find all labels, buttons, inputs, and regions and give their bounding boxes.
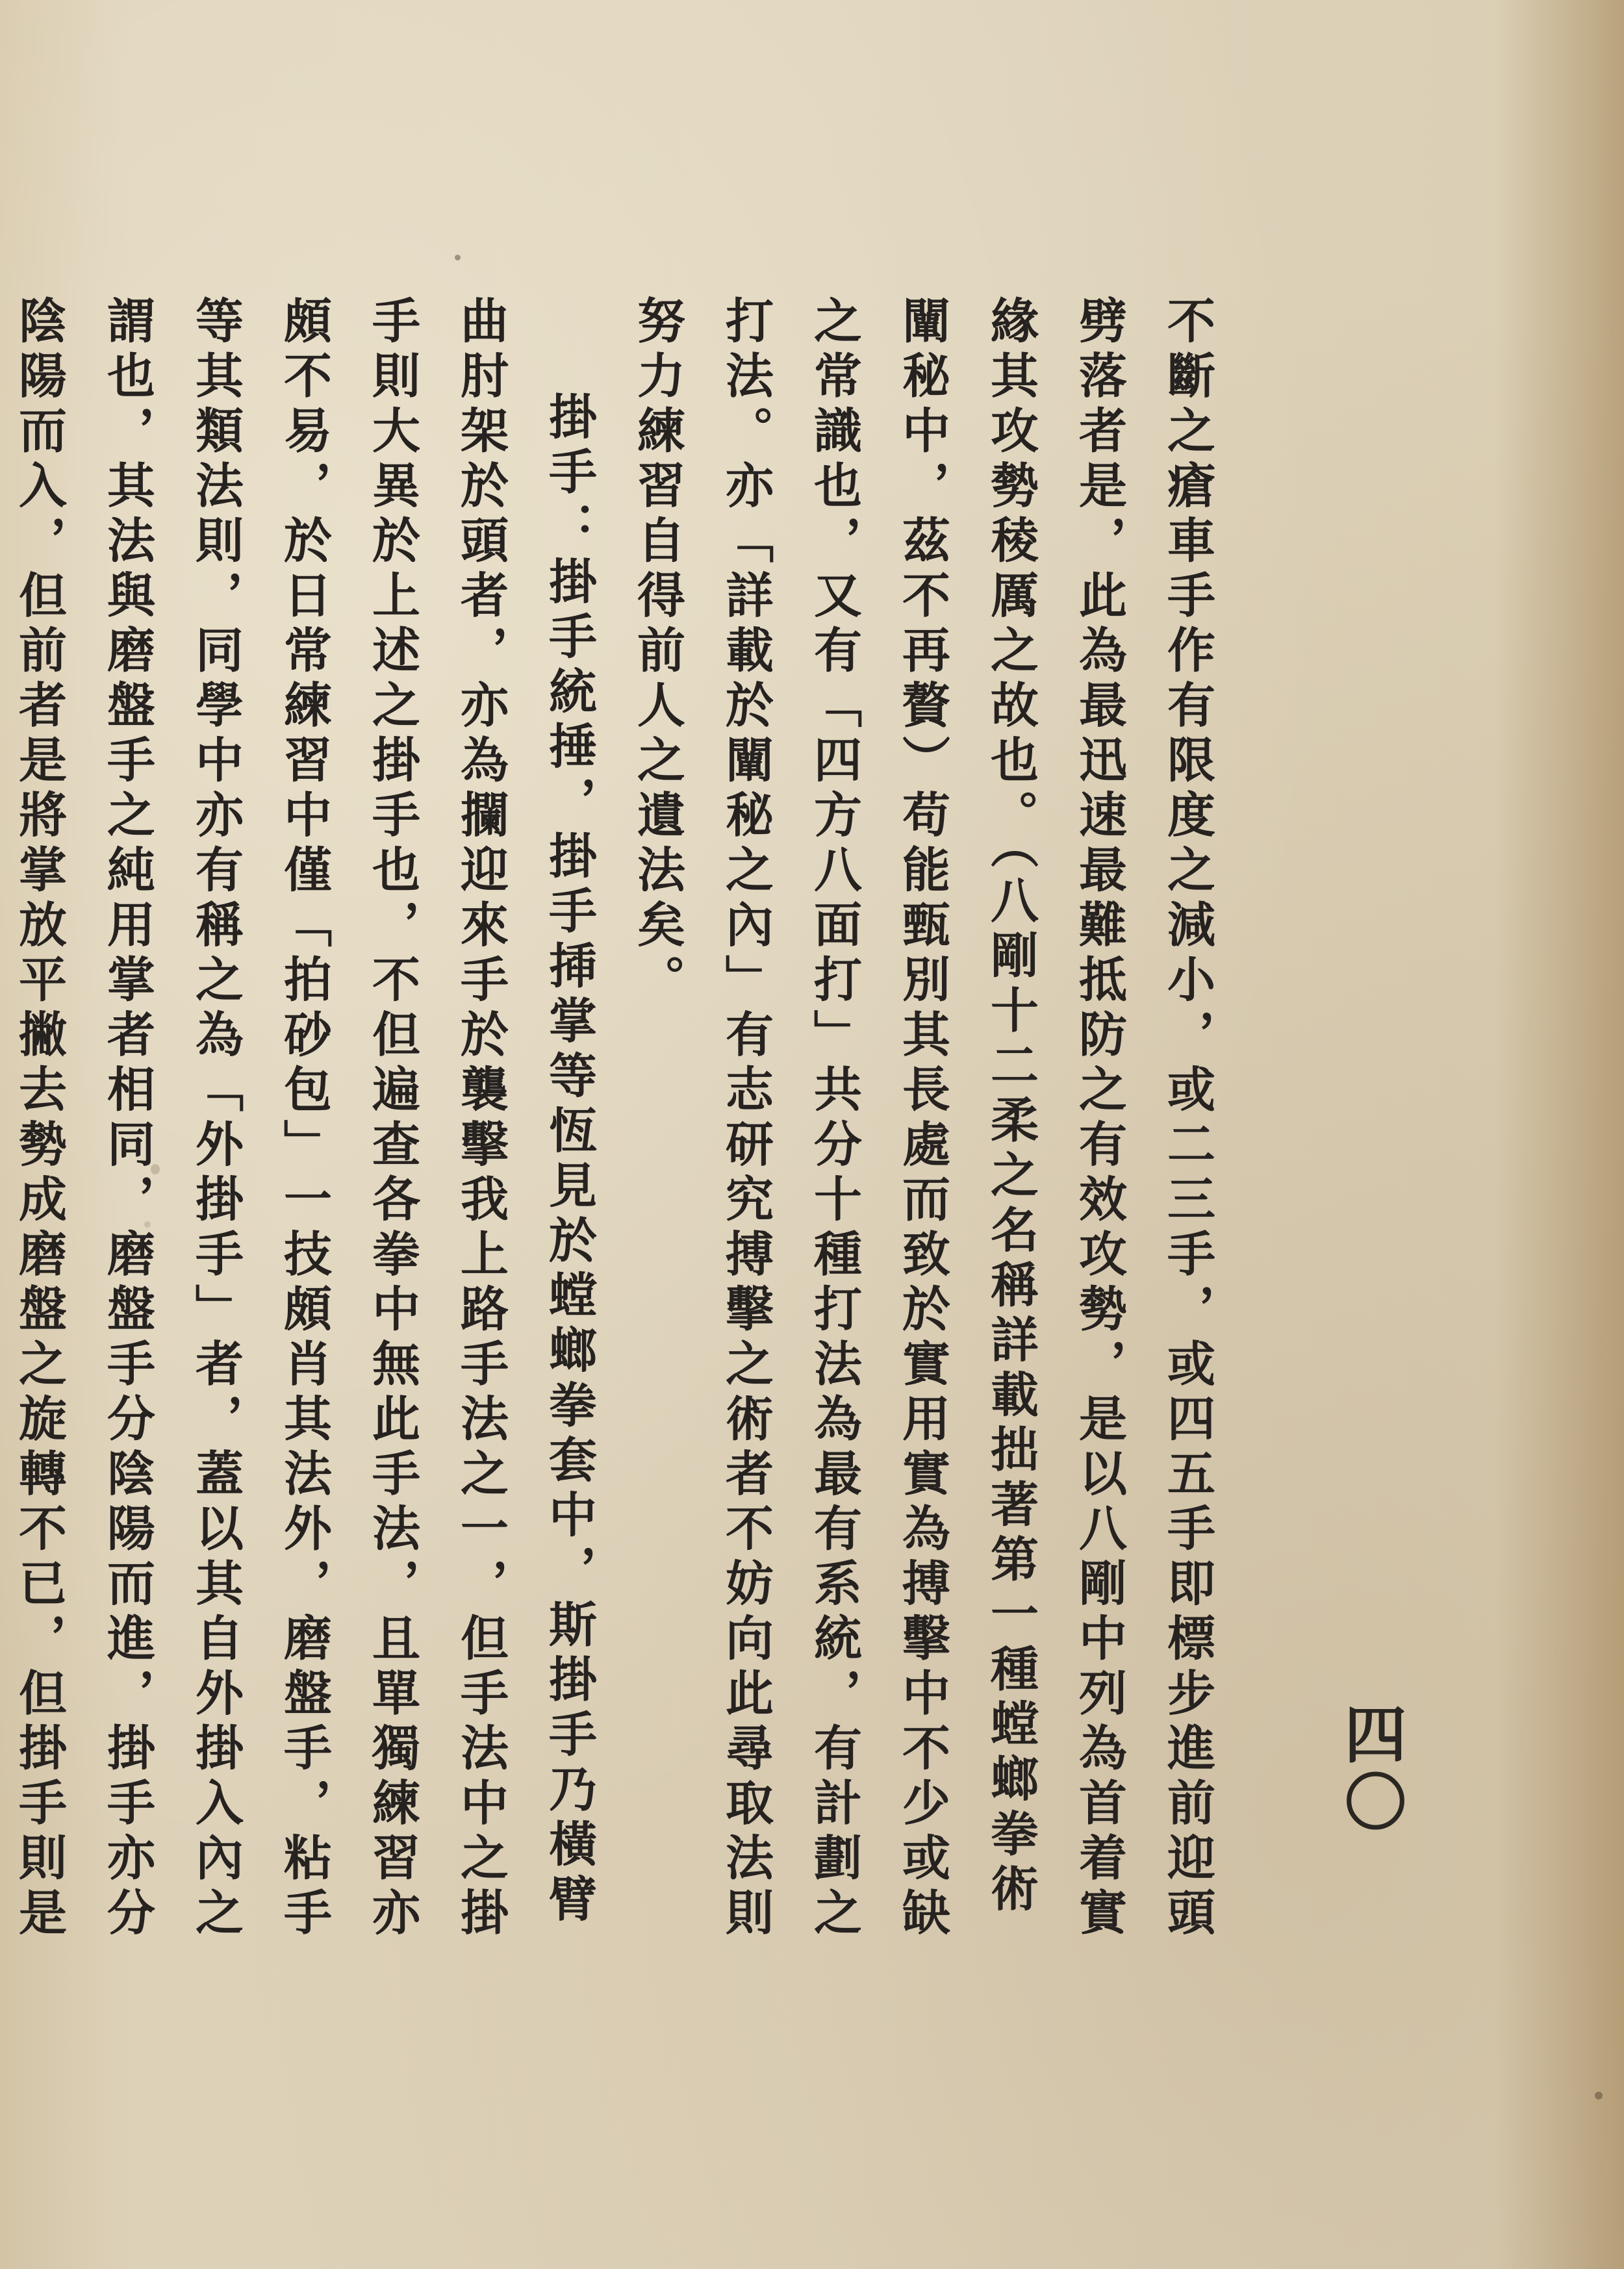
paper-speck — [1595, 2092, 1603, 2099]
paragraph-2: 掛手：掛手統捶，掛手揷掌等恆見於螳螂拳套中，斯掛手乃橫臂曲肘架於頭者，亦為攔迎來手於襲擊我上路手法之一，但手法中之掛手則大異於上述之掛手也，不但遍查各拳中無此手法，且單獨練習亦頗不易，於日常練習中僅「拍砂包」一技頗肖其法外，磨盤手，粘手等其類法則，同學中亦有稱之為「外掛手」者，蓋以其自外掛入內之謂也，其法與磨盤手之純用掌者相同，磨盤手分陰陽而進，掛手亦分陰陽而入，但前者是將掌放平撇去勢成磨盤之旋轉不已，但掛手則是 — [11, 296, 597, 1942]
paper-speck — [455, 255, 461, 260]
body-text — [0, 296, 1232, 1952]
page-number: 四〇 — [1334, 1702, 1407, 1837]
paragraph-1: 不斷之瘡車手作有限度之減小，或二三手，或四五手即標步進前迎頭劈落者是，此為最迅速最難抵防之有效攻勢，是以八剛中列為首着實緣其攻勢稜厲之故也。（八剛十二柔之名稱詳載拙著第一種螳螂拳術闡秘中，茲不再贅）苟能甄別其長處而致於實用實為搏擊中不少或缺之常識也，又有「四方八面打」共分十種打法為最有系統，有計劃之打法。亦「詳載於闡秘之內」有志研究搏擊之術者不妨向此尋取法則努力練習自得前人之遺法矣。 — [629, 296, 1215, 1942]
